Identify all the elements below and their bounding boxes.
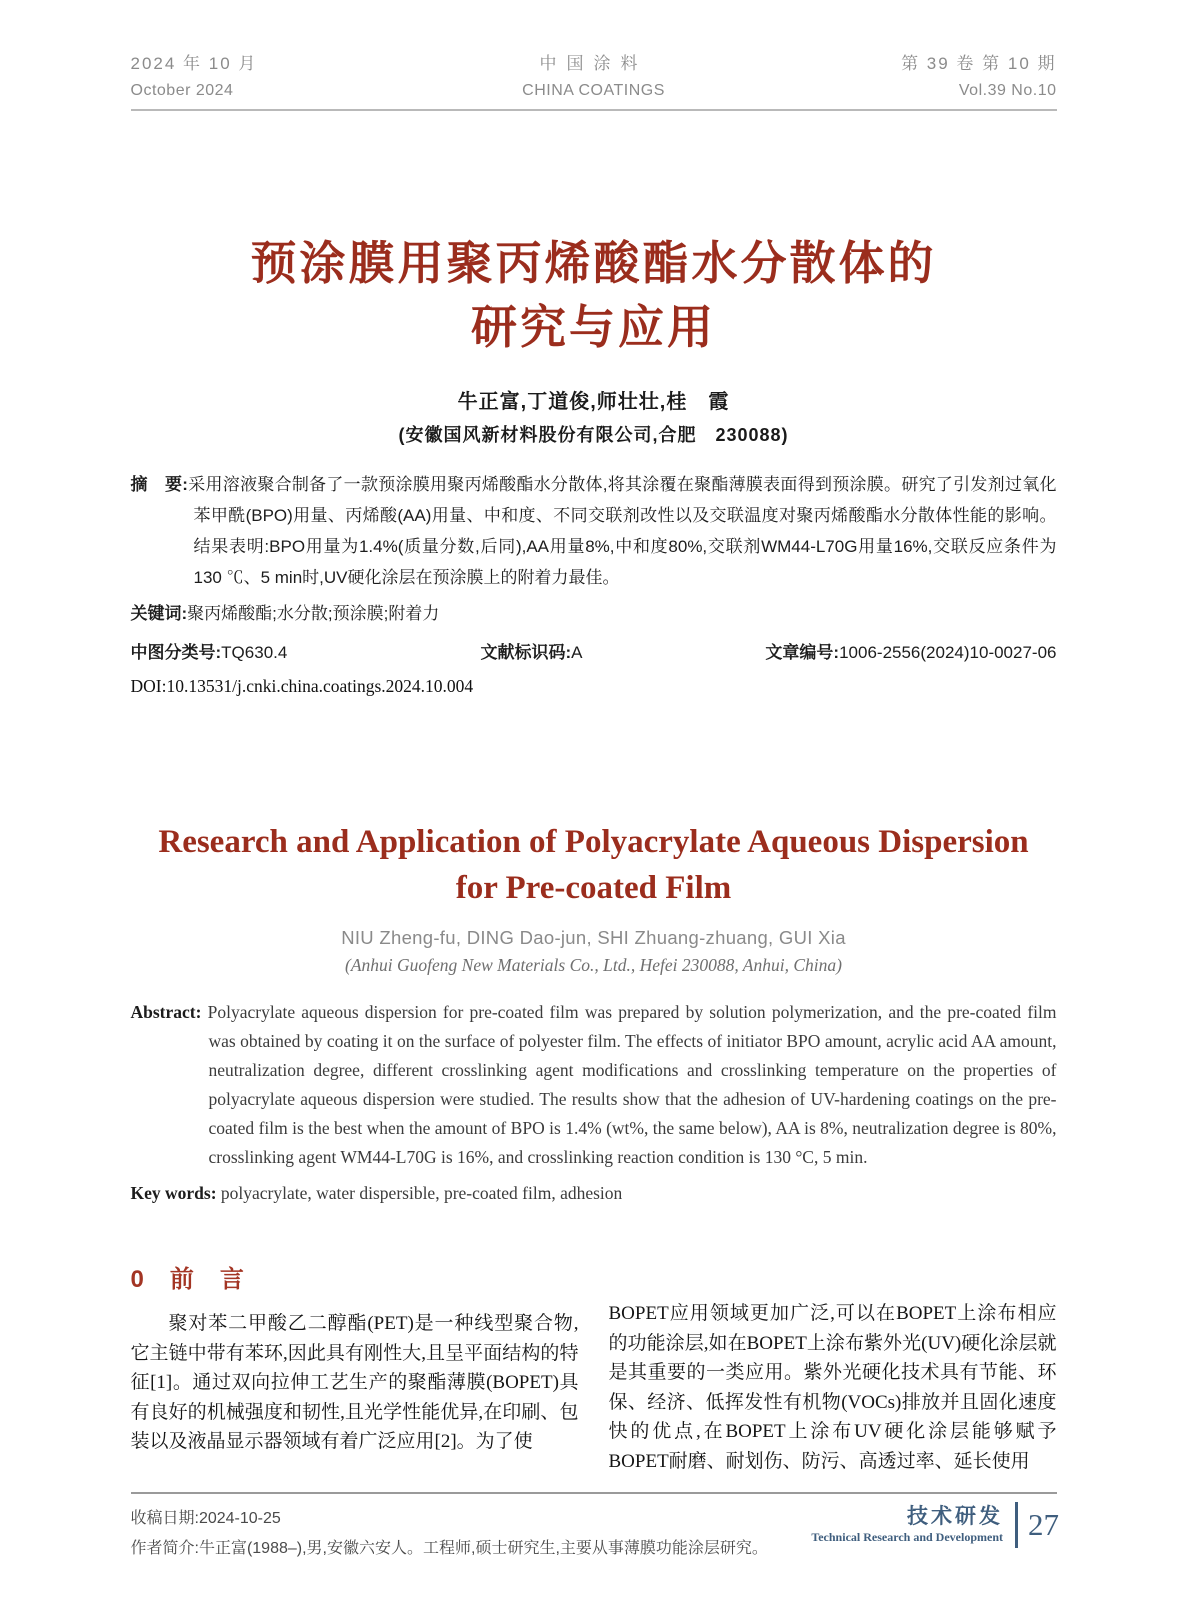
author-bio-value: 牛正富(1988–),男,安徽六安人。工程师,硕士研究生,主要从事薄膜功能涂层研究。 [198, 1540, 768, 1557]
article-title-cn-line1: 预涂膜用聚丙烯酸酯水分散体的 [250, 237, 937, 289]
header-date [131, 50, 331, 104]
page-footer [811, 1502, 1059, 1548]
received-date-label: 收稿日期: [130, 1510, 199, 1527]
footer-section-en: Technical Research and Development [811, 1530, 1003, 1544]
abstract-cn [131, 469, 1057, 593]
keywords-en-text: polyacrylate, water dispersible, pre-coated film, adhesion [220, 1183, 623, 1203]
footer-section-cn: 技术研发 [907, 1505, 1003, 1528]
issue-info [857, 50, 1057, 104]
article-title-en [131, 819, 1057, 911]
document-code [481, 639, 751, 666]
affiliation-en: (Anhui Guofeng New Materials Co., Ltd., Hefei 230088, Anhui, China) [345, 955, 842, 975]
keywords-cn [131, 600, 1057, 627]
classification-row [131, 639, 1057, 666]
article-id-label: 文章编号: [765, 643, 840, 662]
section-0-title: 前言 [169, 1266, 270, 1293]
abstract-en-label: Abstract: [130, 1002, 202, 1022]
received-date-value: 2024-10-25 [198, 1510, 281, 1527]
article-title-cn [131, 231, 1057, 359]
page-number: 27 [1028, 1507, 1059, 1542]
abstract-cn-text: 采用溶液聚合制备了一款预涂膜用聚丙烯酸酯水分散体,将其涂覆在聚酯薄膜表面得到预涂膜。研究了引发剂过氧化苯甲酰(BPO)用量、丙烯酸(AA)用量、中和度、不同交联剂改性以及交联温度对聚丙烯酸酯水分散体性能的影响。结果表明:BPO用量为1.4%(质量分数,后同),AA用量8%,中和度80%,交联剂WM44-L70G用量16%,交联反应条件为130 ℃、5 min时,UV硬化涂层在预涂膜上的附着力最佳。 [187, 475, 1057, 587]
section-0-number: 0 [130, 1266, 144, 1293]
article-title-en-line2: for Pre-coated Film [455, 870, 732, 906]
journal-name [331, 50, 857, 104]
document-code-value: A [571, 643, 583, 662]
clc-label: 中图分类号: [130, 643, 222, 662]
authors-en: NIU Zheng-fu, DING Dao-jun, SHI Zhuang-zhuang, GUI Xia [341, 927, 846, 948]
clc-value: TQ630.4 [221, 643, 288, 662]
body-column-right [609, 1263, 1057, 1476]
keywords-en-label: Key words: [130, 1183, 217, 1203]
affiliation-cn: (安徽国风新材料股份有限公司,合肥 230088) [398, 425, 789, 445]
abstract-cn-label: 摘 要: [130, 475, 188, 494]
issue-info-en: Vol.39 No.10 [958, 82, 1057, 99]
intro-paragraph-left: 聚对苯二甲酸乙二醇酯(PET)是一种线型聚合物,它主链中带有苯环,因此具有刚性大,且呈平面结构的特征[1]。通过双向拉伸工艺生产的聚酯薄膜(BOPET)具有良好的机械强度和韧性,且光学性能优异,在印刷、包装以及液晶显示器领域有着广泛应用[2]。为了使 [130, 1313, 579, 1452]
body-column-left [131, 1263, 579, 1476]
footer-divider [1015, 1502, 1018, 1548]
article-id-value: 1006-2556(2024)10-0027-06 [839, 643, 1057, 662]
article-id [751, 639, 1057, 666]
keywords-cn-text: 聚丙烯酸酯;水分散;预涂膜;附着力 [187, 604, 440, 623]
issue-info-cn: 第 39 卷 第 10 期 [901, 54, 1057, 73]
header-rule [131, 109, 1057, 111]
journal-header [131, 0, 1057, 104]
footnote-rule [131, 1492, 1057, 1494]
article-title-cn-line2: 研究与应用 [471, 301, 716, 353]
intro-paragraph-right: BOPET应用领域更加广泛,可以在BOPET上涂布相应的功能涂层,如在BOPET上涂布紫外光(UV)硬化涂层就是其重要的一类应用。紫外光硬化技术具有节能、环保、经济、低挥发性有机物(VOCs)排放并且固化速度快的优点,在BOPET上涂布UV硬化涂层能够赋予BOPET耐磨、耐划伤、防污、高透过率、延长使用 [608, 1303, 1057, 1472]
clc-number [131, 639, 481, 666]
abstract-en-text: Polyacrylate aqueous dispersion for pre-coated film was prepared by solution polymerization, and the pre-coated film was obtained by coating it on the surface of polyester film. The effects of initiator BPO amount, acrylic acid AA amount, neutralization degree, different crosslinking agent modifications and crosslinking temperature on the properties of polyacrylate aqueous dispersion were studied. The results show that the adhesion of UV-hardening coatings on the pre-coated film is the best when the amount of BPO is 1.4% (wt%, the same below), AA is 8%, neutralization degree is 80%, crosslinking agent WM44-L70G is 16%, and crosslinking reaction condition is 130 °C, 5 min. [207, 1002, 1057, 1167]
section-0-heading [131, 1263, 579, 1297]
doi: DOI:10.13531/j.cnki.china.coatings.2024.10.004 [130, 676, 474, 696]
journal-name-cn: 中国涂料 [539, 54, 648, 73]
keywords-cn-label: 关键词: [130, 604, 188, 623]
document-code-label: 文献标识码: [480, 643, 572, 662]
authors-cn: 牛正富,丁道俊,师壮壮,桂 霞 [457, 391, 730, 413]
journal-name-en: CHINA COATINGS [522, 82, 665, 99]
keywords-en [131, 1180, 1057, 1207]
footer-section [811, 1505, 1003, 1545]
header-date-en: October 2024 [130, 82, 234, 99]
body-columns [131, 1263, 1057, 1476]
author-bio-label: 作者简介: [130, 1540, 199, 1557]
header-date-cn: 2024 年 10 月 [130, 54, 258, 73]
article-title-en-line1: Research and Application of Polyacrylate Aqueous Dispersion [158, 824, 1029, 860]
abstract-en [131, 998, 1057, 1172]
